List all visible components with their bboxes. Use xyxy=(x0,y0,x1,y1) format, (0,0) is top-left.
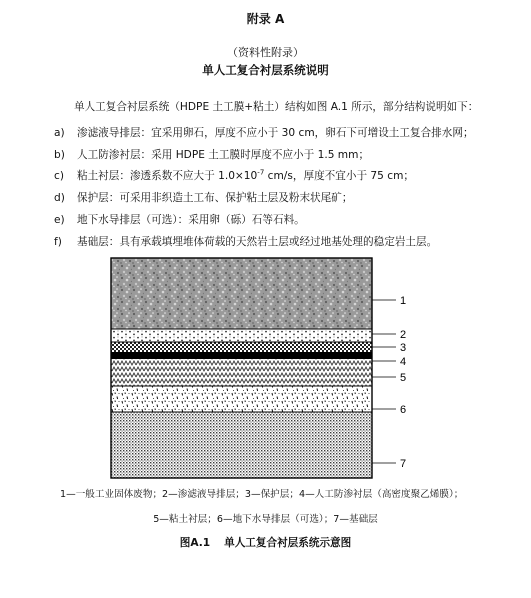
figure-legend-line-2: 5—粘土衬层；6—地下水导排层（可选）；7—基础层 xyxy=(153,514,378,525)
layer-label-2: 2 xyxy=(400,329,407,341)
layer-label-3: 3 xyxy=(400,342,407,354)
list-marker: d) xyxy=(54,192,65,204)
layer-7-foundation xyxy=(111,412,372,478)
layer-label-5: 5 xyxy=(400,372,407,384)
list-text-pre: 粘土衬层：渗透系数不应大于 1.0×10 xyxy=(77,170,258,182)
layer-4-hdpe-liner xyxy=(111,352,372,359)
layer-5-clay-liner xyxy=(111,359,372,386)
layer-3-protection xyxy=(111,342,372,352)
list-marker: c) xyxy=(54,170,64,182)
appendix-heading: 附录 A xyxy=(246,12,285,26)
layer-label-1: 1 xyxy=(400,295,407,307)
list-marker: f) xyxy=(54,236,62,248)
list-marker: b) xyxy=(54,149,65,161)
list-text: 人工防渗衬层：采用 HDPE 土工膜时厚度不应小于 1.5 mm； xyxy=(77,149,370,161)
appendix-title: 单人工复合衬层系统说明 xyxy=(202,63,329,77)
figure-caption xyxy=(0,535,531,550)
list-text: 地下水导排层（可选）：采用卵（砾）石等石料。 xyxy=(77,214,305,226)
list-text: 保护层：可采用非织造土工布、保护粘土层及粉末状尾矿； xyxy=(77,192,353,204)
exponent: -7 xyxy=(257,168,265,177)
appendix-nature: （资料性附录） xyxy=(227,46,304,59)
figure-number: 图A.1 xyxy=(179,537,211,549)
list-text-post: cm/s，厚度不宜小于 75 cm； xyxy=(264,170,414,182)
list-text: 基础层：具有承载填埋堆体荷载的天然岩土层或经过地基处理的稳定岩土层。 xyxy=(77,236,438,248)
layer-label-6: 6 xyxy=(400,404,407,416)
layer-label-7: 7 xyxy=(400,458,407,470)
list-marker: a) xyxy=(54,127,65,139)
figure-title: 单人工复合衬层系统示意图 xyxy=(224,537,352,549)
leader-lines xyxy=(372,300,396,463)
list-marker: e) xyxy=(54,214,65,226)
layer-1-waste xyxy=(111,258,372,329)
intro-paragraph: 单人工复合衬层系统（HDPE 土工膜+粘土）结构如图 A.1 所示，部分结构说明如下： xyxy=(74,101,479,113)
layer-6-groundwater-drainage xyxy=(111,386,372,412)
layer-label-4: 4 xyxy=(400,356,407,368)
figure-legend-line-1: 1—一般工业固体废物；2—渗滤液导排层；3—保护层；4—人工防渗衬层（高密度聚乙烯膜）； xyxy=(60,489,464,500)
layer-2-leachate-drainage xyxy=(111,329,372,342)
list-text: 渗滤液导排层：宜采用卵石，厚度不应小于 30 cm，卵石下可增设土工复合排水网； xyxy=(77,127,474,139)
